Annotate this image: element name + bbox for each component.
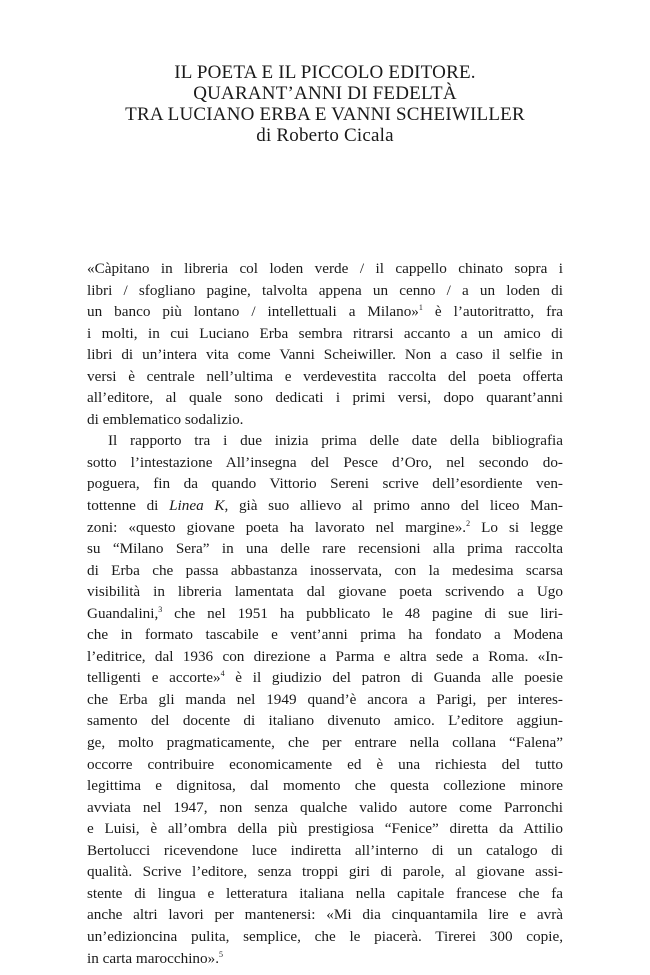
- text-line: Bertolucci ricevendone luce indiretta all’interno di un catalogo di: [87, 841, 563, 859]
- text-line: [87, 667, 563, 689]
- text-line: che Erba gli manda nel 1949 quand’è ancora a Parigi, per interes-: [87, 690, 563, 708]
- text-segment: , già suo allievo al primo anno del liceo Man-: [224, 497, 563, 515]
- text-line: [87, 495, 563, 517]
- text-line: [87, 948, 563, 970]
- text-segment: in carta marocchino».: [87, 949, 219, 967]
- text-line: su “Milano Sera” in una delle rare recensioni alla prima raccolta: [87, 540, 563, 558]
- text-line: qualità. Scrive l’editore, senza troppi giri di parole, al giovane assi-: [87, 863, 563, 881]
- text-line: legittima e dignitosa, dal momento che questa collezione minore: [87, 777, 563, 795]
- text-line: [87, 517, 563, 539]
- footnote-ref: 2: [466, 518, 471, 528]
- text-line: all’editore, al quale sono dedicati i primi versi, dopo quarant’anni: [87, 389, 563, 407]
- text-line: l’editrice, dal 1936 con direzione a Parma e altra sede a Roma. «In-: [87, 647, 563, 665]
- text-line: i molti, in cui Luciano Erba sembra ritrarsi accanto a un amico di: [87, 324, 563, 342]
- chapter-title-block: [0, 62, 650, 146]
- text-line: e Luisi, è all’ombra della più prestigiosa “Fenice” diretta da Attilio: [87, 820, 563, 838]
- text-line: libri di un’intera vita come Vanni Scheiwiller. Non a caso il selfie in: [87, 346, 563, 364]
- text-line: anche altri lavori per mantenersi: «Mi dia cinquantamila lire e avrà: [87, 906, 563, 924]
- text-line: ge, molto pragmaticamente, che per entrare nella collana “Falena”: [87, 734, 563, 752]
- text-segment: che nel 1951 ha pubblicato le 48 pagine di sue liri-: [162, 604, 563, 622]
- text-line: stente di lingua e letteratura italiana nella capitale francese che fa: [87, 884, 563, 902]
- text-line: di emblematico sodalizio.: [87, 410, 244, 428]
- text-line: Il rapporto tra i due inizia prima delle date della bibliografia: [108, 432, 563, 450]
- chapter-title-line-1: IL POETA E IL PICCOLO EDITORE.: [174, 62, 476, 83]
- text-line: di Erba che passa abbastanza inosservata, con la medesima scarsa: [87, 561, 563, 579]
- text-line: [87, 603, 563, 625]
- text-line: versi è centrale nell’ultima e verdevestita raccolta del poeta offerta: [87, 367, 563, 385]
- text-line: libri / sfogliano pagine, talvolta appena un cenno / a un loden di: [87, 281, 563, 299]
- paragraph-1: [87, 258, 563, 430]
- text-line: sotto l’intestazione All’insegna del Pesce d’Oro, nel secondo do-: [87, 453, 563, 471]
- text-line: un’edizioncina pulita, semplice, che le piacerà. Tirerei 300 copie,: [87, 927, 563, 945]
- text-line: occorre contribuire economicamente ed è una richiesta del tutto: [87, 755, 563, 773]
- text-line: visibilità in libreria lamentata dal giovane poeta scrivendo a Ugo: [87, 583, 563, 601]
- footnote-ref: 4: [220, 669, 225, 679]
- text-segment: Lo si legge: [470, 518, 563, 536]
- chapter-title-line-2: QUARANT’ANNI DI FEDELTÀ: [193, 83, 457, 104]
- text-segment: un banco più lontano / intellettuali a Milano»: [87, 303, 419, 321]
- chapter-title-line-3: TRA LUCIANO ERBA E VANNI SCHEIWILLER: [125, 104, 525, 125]
- text-segment: è il giudizio del patron di Guanda alle poesie: [224, 669, 564, 687]
- text-segment: è l’autoritratto, fra: [422, 303, 563, 321]
- text-line: che in formato tascabile e vent’anni prima ha fondato a Modena: [87, 626, 563, 644]
- text-line: poguera, fin da quando Vittorio Sereni scrive dell’esordiente ven-: [87, 475, 563, 493]
- body-text: [87, 258, 563, 969]
- text-segment: zoni: «questo giovane poeta ha lavorato nel margine».: [87, 518, 467, 536]
- paragraph-2: [87, 430, 563, 969]
- text-line: [87, 301, 563, 323]
- footnote-ref: 1: [418, 303, 423, 313]
- text-segment: tottenne di: [87, 497, 170, 515]
- book-title-italic: Linea K: [169, 497, 225, 515]
- text-line: samento del docente di italiano divenuto amico. L’editore aggiun-: [87, 712, 563, 730]
- chapter-author: di Roberto Cicala: [256, 125, 394, 146]
- text-line: avviata nel 1947, non senza qualche valido autore come Parronchi: [87, 798, 563, 816]
- footnote-ref: 3: [158, 604, 163, 614]
- text-segment: telligenti e accorte»: [87, 669, 221, 687]
- text-line: «Càpitano in libreria col loden verde / il cappello chinato sopra i: [87, 260, 563, 277]
- footnote-ref: 5: [219, 949, 223, 959]
- text-segment: Guandalini,: [87, 604, 159, 622]
